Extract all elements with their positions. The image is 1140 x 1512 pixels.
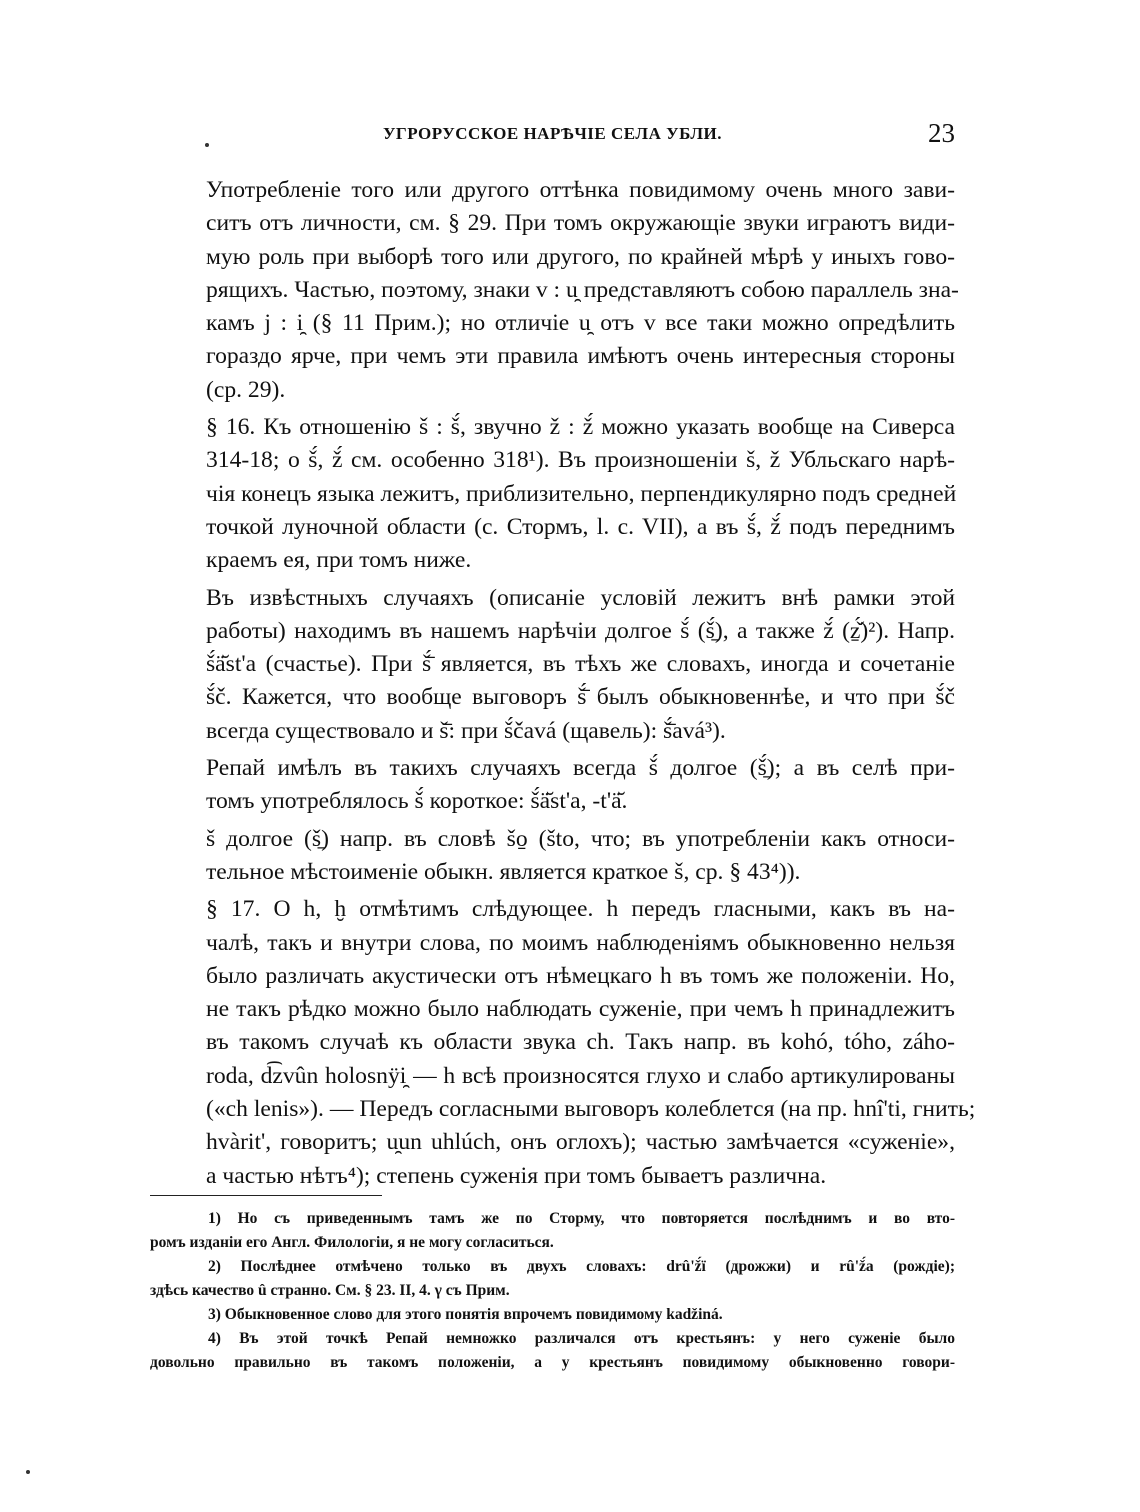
scan-speck <box>205 143 209 147</box>
footnote-4 <box>150 1327 955 1375</box>
text-line: краемъ ея, при томъ ниже. <box>206 547 472 574</box>
text-line: (ср. 29). <box>206 376 286 403</box>
paragraph-section-16 <box>150 411 955 577</box>
text-line: § 16. Къ отношенію š : š́, звучно ž : ž́ можно указать вообще на Сиверса <box>206 414 955 441</box>
text-line: («ch lenis»). — Передъ согласными выговоръ колеблется (на пр. hnî'ti, гнить; <box>206 1096 976 1123</box>
footnote-line: довольно правильно въ такомъ положеніи, а у крестьянъ повидимому обыкновенно говори- <box>150 1354 955 1371</box>
text-line: было различать акустически отъ нѣмецкаго h въ томъ же положеніи. Но, <box>206 962 955 989</box>
text-line: всегда существовало и š̄: при š́čavá (щавель): š̄́avá³). <box>206 717 726 744</box>
footnote-line: здѣсь качество û странно. См. § 23. II, 4. γ съ Прим. <box>150 1282 510 1299</box>
footnote-line: 2) Послѣднее отмѣчено только въ двухъ словахъ: drû'ž́ï (дрожжи) и rû'ž́a (рождіе); <box>208 1258 955 1275</box>
text-line: точкой луночной области (с. Стормъ, l. c. VII), а въ š́, ž́ подъ переднимъ <box>206 513 955 540</box>
footnote-1 <box>150 1207 955 1255</box>
text-line: š́ä̆st'a (счастье). При š̄́ является, въ тѣхъ же словахъ, иногда и сочетаніе <box>206 651 955 678</box>
paragraph-section-17 <box>150 893 976 1193</box>
footnote-line: 1) Но съ приведеннымъ тамъ же по Сторму, что повторяется послѣднимъ и во вто- <box>208 1210 955 1227</box>
text-line: рящихъ. Частью, поэтому, знаки v : u̯ представляютъ собою параллель зна- <box>206 276 959 303</box>
body-text <box>150 174 976 1197</box>
text-line: чалѣ, такъ и внутри слова, по моимъ наблюденіямъ обыкновенно нельзя <box>206 929 955 956</box>
text-line: š́č. Кажется, что вообще выговоръ š̄́ былъ обыкновеннѣе, и что при š́č <box>206 684 955 711</box>
footnote-2 <box>150 1255 955 1303</box>
text-line: а частью нѣтъ⁴); степень суженія при томъ бываетъ различна. <box>206 1162 827 1189</box>
text-line: чія конецъ языка лежитъ, приблизительно, перпендикулярно подъ средней <box>206 480 957 507</box>
text-line: roda, d͡zvûn holosnÿi̯ — h всѣ произносятся глухо и слабо артикулированы <box>206 1062 955 1089</box>
text-line: работы) находимъ въ нашемъ нарѣчіи долгое š́ (š̱́), а также ž́ (ẕ̌́)²). Напр. <box>206 617 955 644</box>
text-line: 314-18; о š́, ž́ см. особенно 318¹). Въ произношеніи š, ž Убльскаго нарѣ- <box>206 447 955 474</box>
text-line: въ такомъ случаѣ къ области звука ch. Такъ напр. въ kohó, tóho, záho- <box>206 1029 955 1056</box>
text-line: не такъ рѣдко можно было наблюдать суженіе, при чемъ h принадлежитъ <box>206 996 955 1023</box>
text-line: š долгое (š̱) напр. въ словѣ šo̱ (što, что; въ употребленіи какъ относи- <box>206 825 955 852</box>
text-line: тельное мѣстоименіе обыкн. является краткое š, ср. § 43⁴)). <box>206 858 801 885</box>
running-title: УГРОРУССКОЕ НАРѢЧІЕ СЕЛА УБЛИ. <box>382 124 723 143</box>
footnote-line: 3) Обыкновенное слово для этого понятія впрочемъ повидимому kadžiná. <box>208 1306 723 1323</box>
text-line: гораздо ярче, при чемъ эти правила имѣютъ очень интересныя стороны <box>206 343 955 370</box>
paragraph-5 <box>150 823 955 890</box>
page-number: 23 <box>928 118 955 148</box>
paragraph-4 <box>150 752 955 819</box>
page-header <box>150 118 955 152</box>
paragraph-1 <box>150 174 959 407</box>
footnote-line: ромъ изданіи его Англ. Филологіи, я не могу согласиться. <box>150 1234 554 1251</box>
text-line: Репай имѣлъ въ такихъ случаяхъ всегда š́ долгое (š̱́); а въ селѣ при- <box>206 755 955 782</box>
text-line: камъ j : i̯ (§ 11 Прим.); но отличіе u̯ отъ v все таки можно опредѣлить <box>206 310 955 337</box>
paragraph-3 <box>150 582 955 748</box>
text-line: § 17. О h, ḫ отмѣтимъ слѣдующее. h передъ гласными, какъ въ на- <box>206 896 955 923</box>
text-line: hvàrit', говоритъ; u̯un uhlúch, онъ оглохъ); частью замѣчается «суженіе», <box>206 1129 955 1156</box>
footnote-separator <box>150 1195 382 1196</box>
text-line: мую роль при выборѣ того или другого, по крайней мѣрѣ у иныхъ гово- <box>206 243 955 270</box>
footnotes <box>150 1207 955 1375</box>
text-line: Употребленіе того или другого оттѣнка повидимому очень много зави- <box>206 177 955 203</box>
text-line: ситъ отъ личности, см. § 29. При томъ окружающіе звуки играютъ види- <box>206 210 955 237</box>
footnote-line: 4) Въ этой точкѣ Репай немножко различался отъ крестьянъ: у него суженіе было <box>208 1330 955 1347</box>
scan-speck <box>26 1470 30 1474</box>
text-line: Въ извѣстныхъ случаяхъ (описаніе условій лежитъ внѣ рамки этой <box>206 584 955 611</box>
text-line: томъ употреблялось š́ короткое: š́ä̆st'a, -t'ä̆. <box>206 788 628 815</box>
footnote-3 <box>150 1303 955 1327</box>
